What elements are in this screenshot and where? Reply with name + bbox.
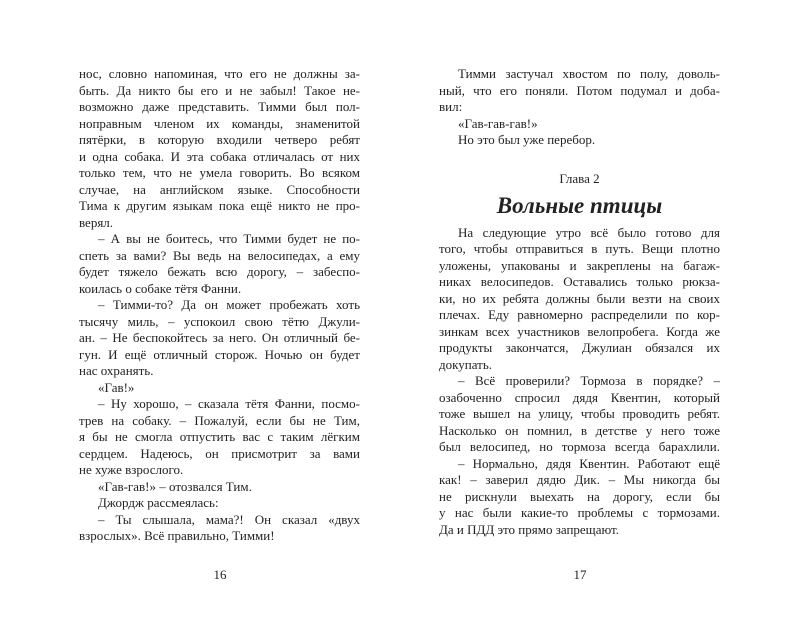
text-line: был велосипед, но тормоза всегда барахлили. [439,439,720,454]
text-line: – Ты слышала, мама?! Он сказал «двух [98,511,360,527]
text-line: того, чтобы отправиться в путь. Вещи плотно [439,241,720,256]
text-line: нос, словно напоминая, что его не должны за- [79,66,360,81]
text-line: Насколько он помнил, в детстве у него тоже [439,422,720,438]
text-line: докупать. [439,356,492,372]
text-line: – Нормально, дядя Квентин. Работают ещё [458,455,720,471]
text-line: плечах. Еду равномерно распределили по кор- [439,307,720,322]
page-number: 17 [573,567,587,582]
text-line: будет тяжело бежать всю дорогу, – забеспо- [79,264,360,279]
text-line: тоже вышел на улицу, чтобы проводить ребят. [439,406,720,421]
text-line: гун. И ещё отличный сторож. Ночью он будет [79,346,360,362]
text-line: не хуже взрослого. [79,462,184,477]
text-line: озабоченно спросил дядя Квентин, который [439,389,720,405]
text-line: у нас были какие-то проблемы с тормозами. [439,505,720,520]
text-line: верял. [79,214,114,230]
text-line: Но это был уже перебор. [458,132,596,147]
text-line: продукты закончатся, Джулиан обязался их [439,340,720,355]
text-line: ный, что его поняли. Потом подумал и доба- [439,82,720,98]
text-line: «Гав!» [98,379,135,395]
text-line: зинкам всех участников велопробега. Когда же [439,323,720,339]
text-line: никах велосипедов. Оставались только рюкза- [439,274,720,289]
text-line: как! – заверил дядю Дик. – Мы никогда бы [439,472,720,487]
text-line: случае, на английском языке. Способности [79,181,360,197]
text-line: тысячу миль, – успокоил свою тётю Джули- [79,313,360,329]
chapter-title: Вольные птицы [496,192,663,218]
text-line: На следующие утро всё было готово для [458,224,720,240]
text-line: вил: [439,99,463,114]
text-line: не рискнули выехать на дорогу, если бы [439,488,720,504]
text-line: пятёрки, в которую входили четверо ребят [79,132,360,147]
right-page-text [439,66,720,538]
text-line: ан. – Не беспокойтесь за него. Он отличный бе- [79,330,360,345]
text-line: ноправным членом их команды, знаменитой [79,115,360,131]
text-line: Тима к другим языкам пока ещё никто не про- [79,198,360,213]
text-line: Джордж рассмеялась: [98,495,219,510]
right-page [400,0,800,641]
text-line: и одна собака. И эта собака отличалась от них [79,148,360,164]
text-line: – Ну хорошо, – сказала тётя Фанни, посмо- [98,396,360,411]
text-line: уложены, упакованы и закреплены на багаж- [439,257,720,273]
text-line: трев на собаку. – Пожалуй, если бы не Тим, [79,412,360,428]
chapter-label: Глава 2 [559,170,600,186]
text-line: я бы не смогла отпустить вас с таким лёгким [79,429,360,444]
text-line: сердцем. Надеюсь, он присмотрит за вами [79,445,360,461]
page-number: 16 [213,567,227,582]
text-line: – Тимми-то? Да он может пробежать хоть [98,297,360,312]
text-line: быть. Да никто бы его и не забыл! Такое не- [79,82,360,98]
text-line: взрослых». Всё правильно, Тимми! [79,528,275,543]
text-line: спеть за вами? Вы ведь на велосипедах, а ему [79,247,360,263]
text-line: только тем, что не умела говорить. Во всяком [79,165,360,180]
text-line: коилась о собаке тётя Фанни. [79,280,242,296]
text-line: «Гав-гав!» – отозвался Тим. [98,478,252,494]
text-line: нас охранять. [79,363,154,378]
text-line: – Всё проверили? Тормоза в порядке? – [458,373,720,388]
text-line: ки, но их ребята должны были везти на своих [439,290,720,306]
text-line: – А вы не боитесь, что Тимми будет не по- [98,231,360,246]
text-line: Тимми застучал хвостом по полу, доволь- [458,66,720,81]
text-line: «Гав-гав-гав!» [458,115,538,131]
text-line: Да и ПДД это прямо запрещают. [439,521,619,537]
left-page-text [79,66,360,545]
text-line: возможно даже представить. Тимми был пол- [79,99,360,114]
